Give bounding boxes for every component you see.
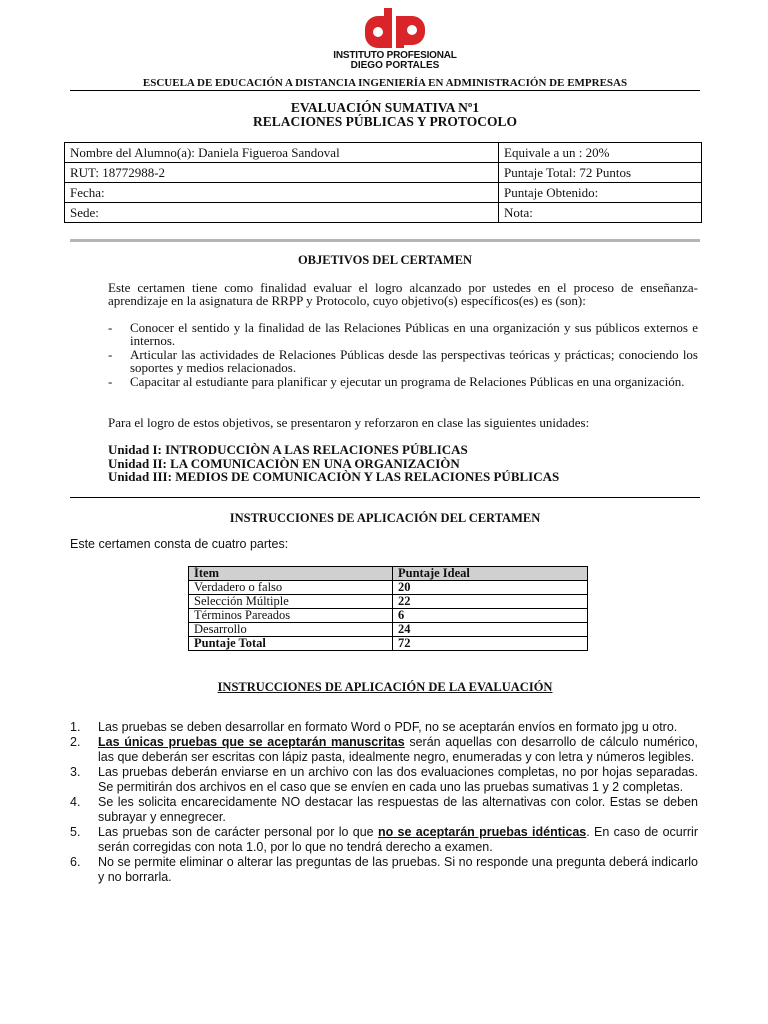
header-puntaje: Puntaje Ideal [393,567,588,581]
section-divider [70,239,700,242]
section-divider [70,497,700,498]
student-info-table [64,142,702,223]
list-item: - Articular las actividades de Relaciones Públicas desde las perspectivas teóricas y prácticas; conociendo los soportes y medios relacionados. [108,348,698,374]
list-item: - Capacitar al estudiante para planificar y ejecutar un programa de Relaciones Públicas en una organización. [108,375,698,388]
equivale-cell: Equivale a un : 20% [499,143,702,163]
table-row [65,143,702,163]
list-item: 3. Las pruebas deberán enviarse en un archivo con las dos evaluaciones completas, no por hojas separadas. Se permitirán dos archivos en el caso que se envíen en cada uno las pruebas sumativas 1 y 2 completas. [70,765,698,794]
consta-text: Este certamen consta de cuatro partes: [70,537,289,551]
objetivos-heading: OBJETIVOS DEL CERTAMEN [297,253,473,267]
nota-cell: Nota: [499,203,702,223]
table-row [189,581,588,595]
logro-text: Para el logro de estos objetivos, se presentaron y reforzaron en clase las siguientes unidades: [108,415,590,430]
dp-logo-icon [364,8,426,48]
rut-cell: RUT: 18772988-2 [65,163,499,183]
item-cell: Verdadero o falso [189,581,393,595]
sede-cell: Sede: [65,203,499,223]
table-total-row [189,637,588,651]
list-item: 1. Las pruebas se deben desarrollar en formato Word o PDF, no se aceptarán envíos en formato jpg u otro. [70,720,678,734]
instrucciones-heading: INSTRUCCIONES DE APLICACIÓN DEL CERTAMEN [229,511,541,525]
fecha-cell: Fecha: [65,183,499,203]
list-item: 2. Las únicas pruebas que se aceptarán manuscritas serán aquellas con desarrollo de cálculo numérico, las que deberán ser escritas con lápiz pasta, idealmente negro, enumeradas y con letra y números legibles. [70,735,698,764]
list-item: 6. No se permite eliminar o alterar las preguntas de las pruebas. Si no responde una pregunta deberá indicarlo y no borrarla. [70,855,698,884]
logo-line1: INSTITUTO PROFESIONAL [333,50,457,61]
score-cell: 22 [393,595,588,609]
school-name: ESCUELA DE EDUCACIÓN A DISTANCIA INGENIERÍA EN ADMINISTRACIÓN DE EMPRESAS [142,77,628,89]
document-title [70,101,700,129]
puntaje-total-cell: Puntaje Total: 72 Puntos [499,163,702,183]
puntaje-obtenido-cell: Puntaje Obtenido: [499,183,702,203]
institution-logo [330,8,460,74]
table-row [65,163,702,183]
total-label-cell: Puntaje Total [189,637,393,651]
list-item: - Conocer el sentido y la finalidad de las Relaciones Públicas en una organización y sus públicos externos e internos. [108,321,698,347]
unit-2: Unidad II: LA COMUNICACIÒN EN UNA ORGANIZACIÒN [108,455,460,471]
item-cell: Selección Múltiple [189,595,393,609]
table-row [65,203,702,223]
table-row [65,183,702,203]
score-cell: 6 [393,609,588,623]
objetivos-list [108,321,698,389]
header-divider [70,90,700,91]
score-cell: 20 [393,581,588,595]
unit-3: Unidad III: MEDIOS DE COMUNICACIÒN Y LAS RELACIONES PÚBLICAS [108,469,560,484]
evaluacion-heading: INSTRUCCIONES DE APLICACIÓN DE LA EVALUACIÓN [217,680,553,694]
logo-line2: DIEGO PORTALES [350,60,440,71]
table-row [189,623,588,637]
table-header-row [189,567,588,581]
item-cell: Desarrollo [189,623,393,637]
table-row [189,609,588,623]
objetivos-intro: Este certamen tiene como finalidad evaluar el logro alcanzado por ustedes en el proceso de enseñanza-aprendizaje en la asignatura de RRPP y Protocolo, cuyo objetivo(s) específicos(es) es (son): [108,280,698,308]
rules-list [70,720,698,885]
unit-1: Unidad I: INTRODUCCIÒN A LAS RELACIONES PÚBLICAS [108,442,468,457]
units-list [108,443,708,484]
score-cell: 24 [393,623,588,637]
header-item: Ítem [189,567,393,581]
table-row [189,595,588,609]
total-score-cell: 72 [393,637,588,651]
score-table [188,566,588,651]
list-item: 5. Las pruebas son de carácter personal por lo que no se aceptarán pruebas idénticas. En caso de ocurrir serán corregidas con nota 1.0, por lo que no tendrá derecho a examen. [70,825,698,854]
list-item: 4. Se les solicita encarecidamente NO destacar las respuestas de las alternativas con color. Estas se deben subrayar y ennegrecer. [70,795,698,824]
item-cell: Términos Pareados [189,609,393,623]
student-name-cell: Nombre del Alumno(a): Daniela Figueroa Sandoval [65,143,499,163]
title-line2: RELACIONES PÚBLICAS Y PROTOCOLO [253,114,517,129]
title-line1: EVALUACIÓN SUMATIVA Nº1 [290,100,480,115]
